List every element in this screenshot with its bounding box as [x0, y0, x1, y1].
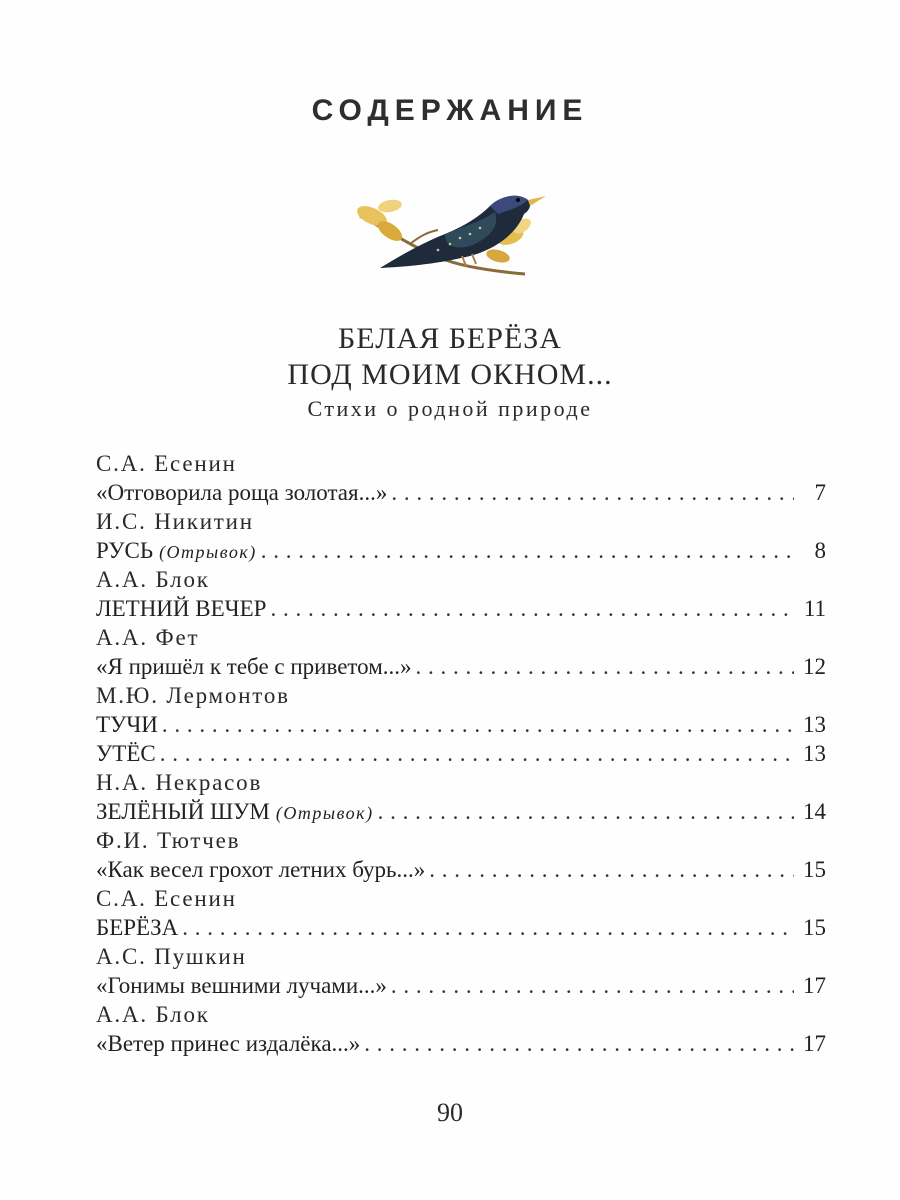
entry-page-number: 12 — [803, 654, 826, 679]
dot-leader — [391, 478, 794, 507]
entry-title: ЗЕЛЁНЫЙ ШУМ — [96, 799, 270, 824]
dot-leader — [391, 971, 794, 1000]
toc-entry[interactable] — [96, 652, 826, 681]
toc-author: Ф.И. Тютчев — [96, 828, 241, 853]
entry-page-number: 17 — [803, 1031, 826, 1056]
entry-title: УТЁС — [96, 741, 156, 766]
toc-author: А.А. Блок — [96, 567, 210, 592]
toc-entry[interactable] — [96, 478, 826, 507]
entry-page-number: 13 — [803, 741, 826, 766]
dot-leader — [429, 855, 794, 884]
entry-page-number: 13 — [803, 712, 826, 737]
toc-entry[interactable] — [96, 710, 826, 739]
section-title-line2: ПОД МОИМ ОКНОМ... — [287, 358, 613, 391]
dot-leader — [182, 913, 794, 942]
starling-bird-illustration — [350, 176, 550, 286]
entry-title: «Ветер принес издалёка...» — [96, 1031, 361, 1056]
entry-title: ЛЕТНИЙ ВЕЧЕР — [96, 596, 267, 621]
page-title: СОДЕРЖАНИЕ — [311, 94, 589, 127]
entry-page-number: 17 — [803, 973, 826, 998]
section-subtitle: Стихи о родной природе — [307, 396, 593, 421]
table-of-contents — [96, 449, 826, 1058]
entry-title: «Как весел грохот летних бурь...» — [96, 857, 426, 882]
toc-entry[interactable] — [96, 855, 826, 884]
entry-page-number: 7 — [814, 480, 826, 505]
entry-title: «Отговорила роща золотая...» — [96, 480, 388, 505]
dot-leader — [364, 1029, 794, 1058]
dot-leader — [378, 797, 794, 826]
toc-author: С.А. Есенин — [96, 886, 237, 911]
entry-title: БЕРЁЗА — [96, 915, 179, 940]
entry-title: РУСЬ — [96, 538, 154, 563]
entry-page-number: 8 — [814, 538, 826, 563]
toc-entry[interactable] — [96, 971, 826, 1000]
toc-author: А.А. Блок — [96, 1002, 210, 1027]
section-title-line1: БЕЛАЯ БЕРЁЗА — [338, 322, 562, 355]
entry-page-number: 14 — [803, 799, 826, 824]
toc-author: М.Ю. Лермонтов — [96, 683, 290, 708]
toc-author: Н.А. Некрасов — [96, 770, 263, 795]
entry-note: (Отрывок) — [275, 803, 374, 823]
entry-title: ТУЧИ — [96, 712, 158, 737]
toc-entry[interactable] — [96, 536, 826, 565]
toc-entry[interactable] — [96, 797, 826, 826]
dot-leader — [261, 536, 794, 565]
toc-entry[interactable] — [96, 913, 826, 942]
toc-entry[interactable] — [96, 594, 826, 623]
dot-leader — [162, 710, 794, 739]
toc-entry[interactable] — [96, 1029, 826, 1058]
entry-title: «Я пришёл к тебе с приветом...» — [96, 654, 412, 679]
dot-leader — [270, 594, 794, 623]
toc-author: С.А. Есенин — [96, 451, 237, 476]
toc-author: А.А. Фет — [96, 625, 200, 650]
entry-page-number: 11 — [803, 596, 826, 621]
toc-author: А.С. Пушкин — [96, 944, 247, 969]
entry-page-number: 15 — [803, 915, 826, 940]
entry-title: «Гонимы вешними лучами...» — [96, 973, 387, 998]
toc-entry[interactable] — [96, 739, 826, 768]
dot-leader — [416, 652, 794, 681]
page-number: 90 — [437, 1098, 463, 1127]
dot-leader — [160, 739, 794, 768]
toc-author: И.С. Никитин — [96, 509, 254, 534]
entry-page-number: 15 — [803, 857, 826, 882]
entry-note: (Отрывок) — [159, 542, 257, 562]
